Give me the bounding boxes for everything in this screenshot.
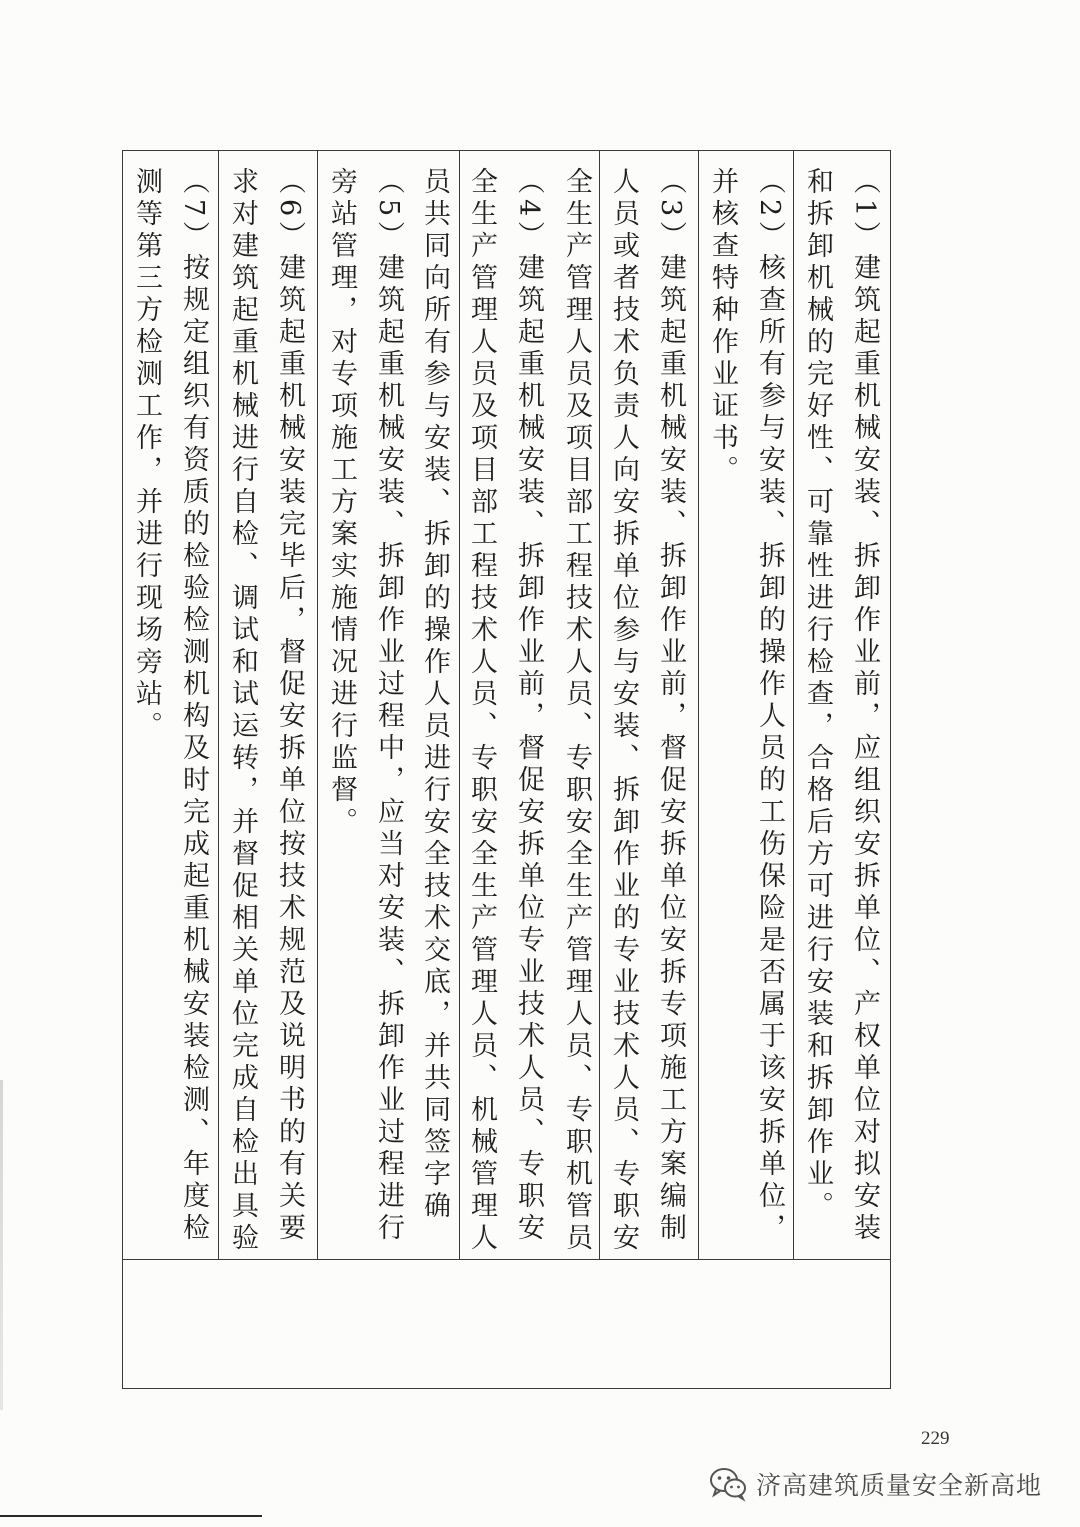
column-divider — [793, 151, 794, 1259]
table-item-5: （5）建筑起重机械安装、拆卸作业过程中，应当对安装、拆卸作业过程进行旁站管理，对专项施工方案实施情况进行监督。 — [326, 167, 404, 1246]
watermark — [708, 1464, 1042, 1504]
bottom-rule — [0, 1515, 262, 1517]
table-item-2: （2）核查所有参与安装、拆卸的操作人员的工伤保险是否属于该安拆单位，并核查特种作业证书。 — [707, 167, 785, 1246]
procedure-table — [122, 150, 891, 1389]
table-item-3: （3）建筑起重机械安装、拆卸作业前，督促安拆单位安拆专项施工方案编制人员或者技术负责人向安拆单位参与安装、拆卸作业的专业技术人员、专职安全生产管理人员及项目部工程技术人员、专职安全生产管理人员、专职机管员 — [561, 167, 686, 1255]
page-number: 229 — [921, 1428, 950, 1449]
table-item-4: （4）建筑起重机械安装、拆卸作业前，督促安拆单位专业技术人员、专职安全生产管理人员及项目部工程技术人员、专职安全生产管理人员、机械管理人员共同向所有参与安装、拆卸的操作人员进行安全技术交底，并共同签字确 — [419, 167, 544, 1255]
wechat-logo-icon — [708, 1466, 748, 1502]
table-item-7: （7）按规定组织有资质的检验检测机构及时完成起重机械安装检测、年度检测等第三方检测工作，并进行现场旁站。 — [131, 167, 209, 1246]
table-item-1: （1）建筑起重机械安装、拆卸作业前，应组织安拆单位、产权单位对拟安装和拆卸机械的完好性、可靠性进行检查，合格后方可进行安装和拆卸作业。 — [802, 167, 880, 1246]
page-edge-shadow — [0, 1080, 3, 1410]
watermark-text: 济高建筑质量安全新高地 — [756, 1471, 1043, 1500]
table-item-6: （6）建筑起重机械安装完毕后，督促安拆单位按技术规范及说明书的有关要求对建筑起重机械进行自检、调试和试运转，并督促相关单位完成自检出具验 — [227, 167, 305, 1255]
empty-table-cell — [123, 1259, 890, 1388]
